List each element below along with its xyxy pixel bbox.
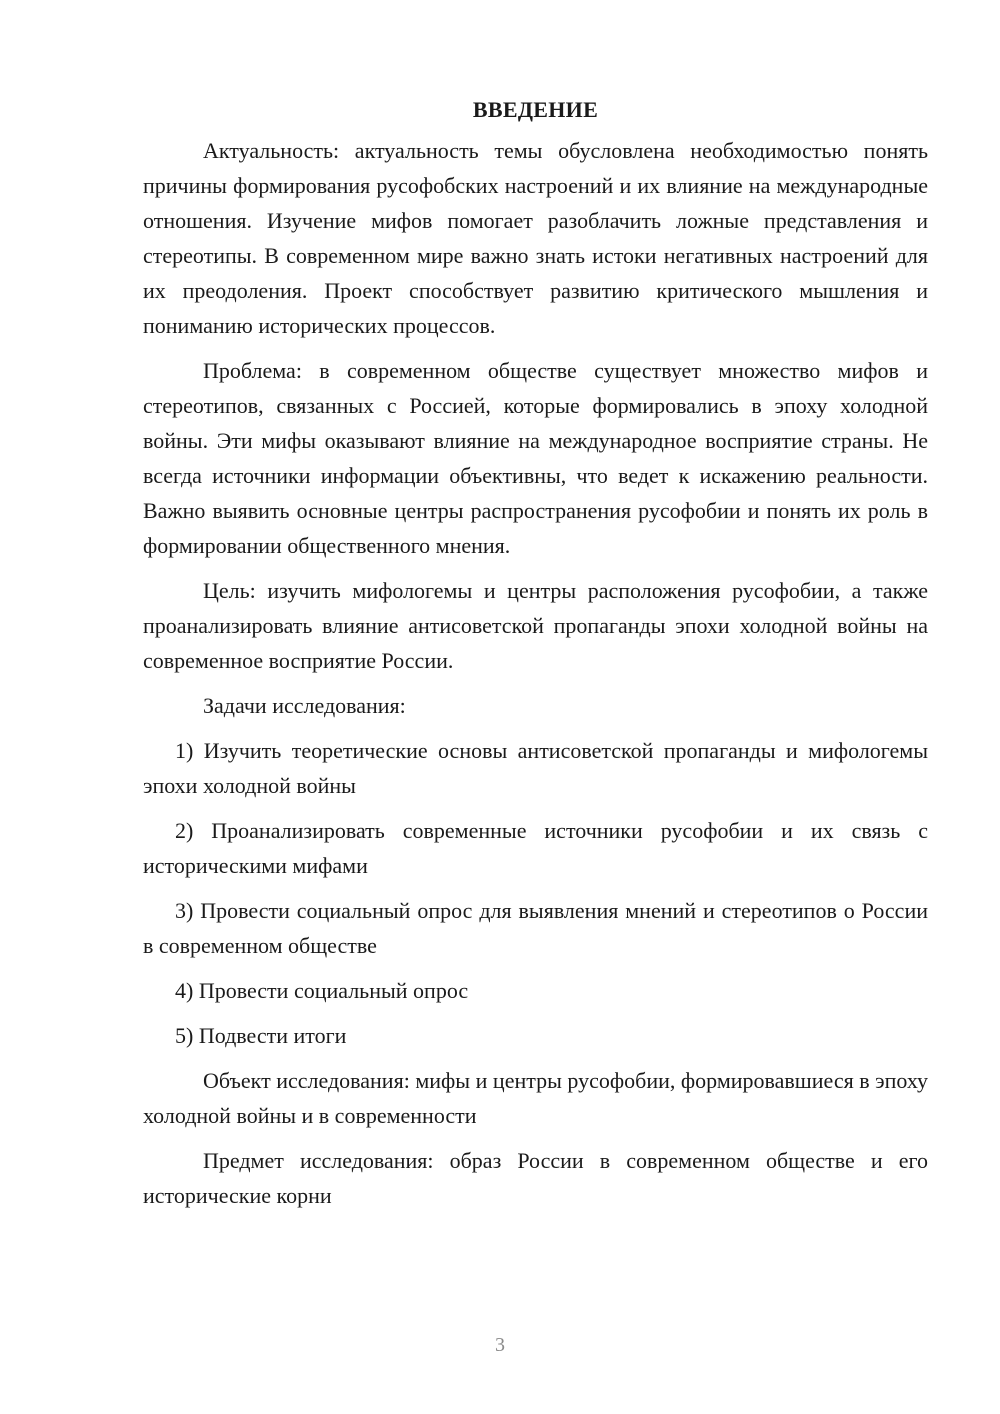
task-item-5: 5) Подвести итоги xyxy=(175,1023,347,1048)
paragraph-tasks-heading: Задачи исследования: xyxy=(203,693,406,718)
paragraph-problem: Проблема: в современном обществе существует множество мифов и стереотипов, связанных с Россией, которые формировались в эпоху холодной войны. Эти мифы оказывают влияние на международное восприятие страны. Не всегда источники информации объективны, что ведет к искажению реальности. Важно выявить основные центры распространения русофобии и понять их роль в формировании общественного мнения. xyxy=(143,358,928,558)
section-title: ВВЕДЕНИЕ xyxy=(472,97,599,122)
paragraph-relevance: Актуальность: актуальность темы обусловлена необходимостью понять причины формирования русофобских настроений и их влияние на международные отношения. Изучение мифов помогает разоблачить ложные представления и стереотипы. В современном мире важно знать истоки негативных настроений для их преодоления. Проект способствует развитию критического мышления и пониманию исторических процессов. xyxy=(143,138,928,338)
document-page xyxy=(143,92,928,1223)
paragraph-subject: Предмет исследования: образ России в современном обществе и его исторические корни xyxy=(143,1148,928,1208)
task-item-3: 3) Провести социальный опрос для выявления мнений и стереотипов о России в современном обществе xyxy=(143,898,928,958)
paragraph-object: Объект исследования: мифы и центры русофобии, формировавшиеся в эпоху холодной войны и в современности xyxy=(143,1068,928,1128)
task-item-2: 2) Проанализировать современные источники русофобии и их связь с историческими мифами xyxy=(143,818,928,878)
task-item-1: 1) Изучить теоретические основы антисоветской пропаганды и мифологемы эпохи холодной войны xyxy=(143,738,928,798)
page-number: 3 xyxy=(495,1334,505,1356)
paragraph-goal: Цель: изучить мифологемы и центры расположения русофобии, а также проанализировать влияние антисоветской пропаганды эпохи холодной войны на современное восприятие России. xyxy=(143,578,928,673)
task-item-4: 4) Провести социальный опрос xyxy=(175,978,469,1003)
